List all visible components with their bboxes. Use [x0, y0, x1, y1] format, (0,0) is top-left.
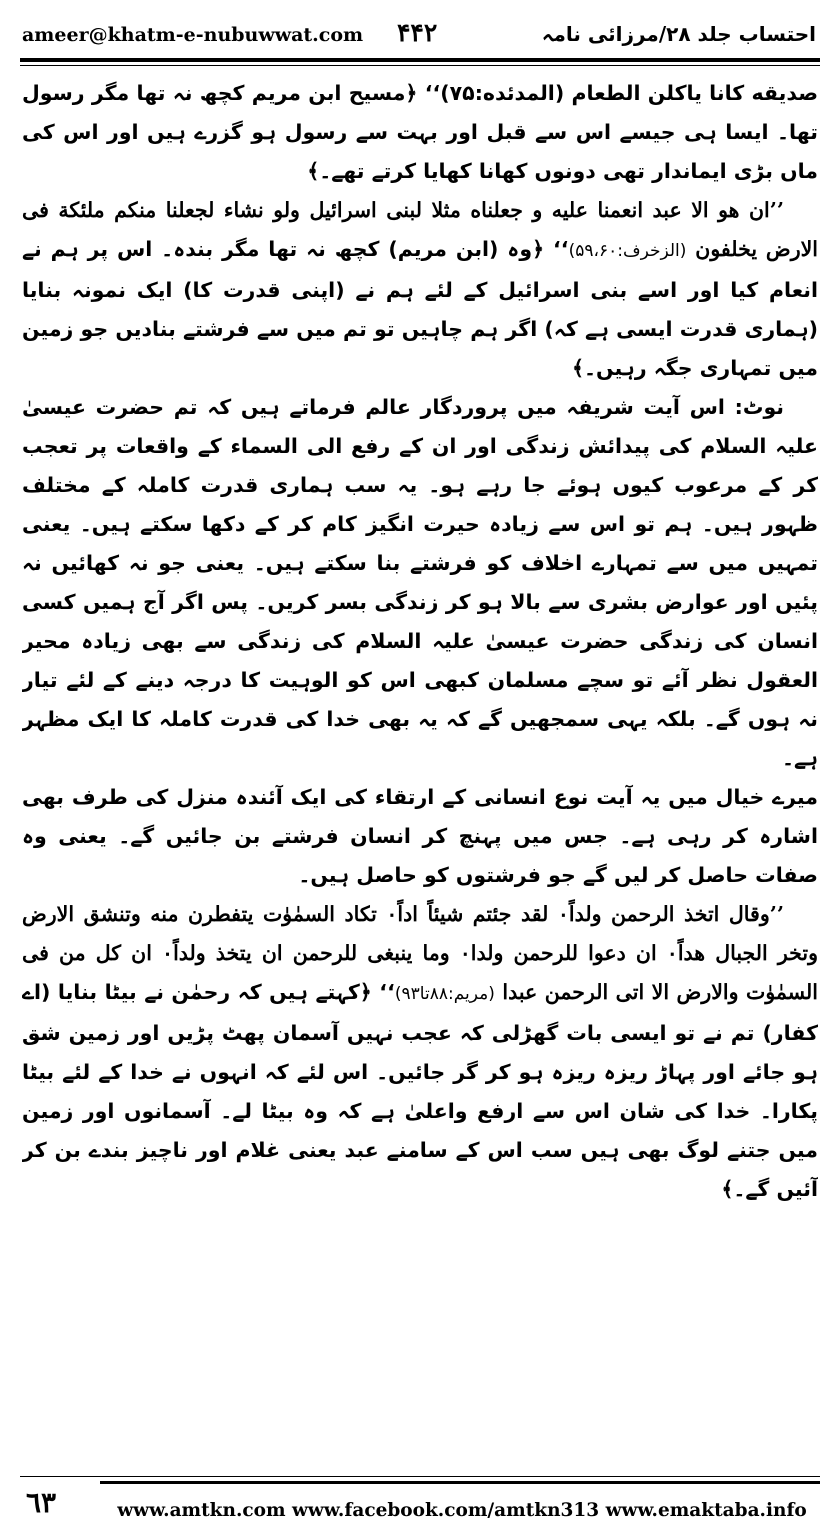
header-rule-thick	[20, 58, 820, 62]
paragraph-note: نوٹ: اس آیت شریفہ میں پروردگار عالم فرماتے ہیں کہ تم حضرت عیسیٰ علیہ السلام کی پیدائش زندگی اور ان کے رفع الی السماء کے واقعات پر تعجب کر کے مرعوب کیوں ہوئے جا رہے ہو۔ یہ سب ہماری قدرت کاملہ کے مختلف ظہور ہیں۔ ہم تو اس سے زیادہ حیرت انگیز کام کر کے دکھا سکتے ہیں۔ یعنی تمہیں میں سے تمہارے اخلاف کو فرشتے بنا سکتے ہیں۔ یعنی جو نہ کھائیں نہ پئیں اور عوارض بشری سے بالا ہو کر زندگی بسر کریں۔ پس اگر آج ہمیں کسی انسان کی زندگی حضرت عیسیٰ علیہ السلام کی زندگی سے بھی زیادہ محیر العقول نظر آئے تو سچے مسلمان کبھی اس کو الوہیت کا درجہ دینے کے لئے تیار نہ ہوں گے۔ بلکہ یہی سمجھیں گے کہ یہ بھی خدا کی قدرت کاملہ کا ایک مظہر ہے۔	[22, 395, 818, 770]
paragraph-opinion: میرے خیال میں یہ آیت نوع انسانی کے ارتقاء کی ایک آئندہ منزل کی طرف بھی اشارہ کر رہی ہے۔ جس میں پہنچ کر انسان فرشتے بن جائیں گے۔ یعنی وہ صفات حاصل کر لیں گے جو فرشتوں کو حاصل ہیں۔	[22, 785, 818, 887]
reference-zukhruf: (الزخرف:۵۹،۶۰)	[568, 241, 687, 261]
page-header	[20, 18, 820, 62]
quote-arabic-maryam: ’’وقال اتخذ الرحمن ولداً۰ لقد جئتم شیئاً اداً۰ تکاد السمٰوٰت یتفطرن منه وتنشق الارض وتخر الجبال هداً۰ ان دعوا للرحمن ولدا۰ وما ینبغی للرحمن ان یتخذ ولداً۰ ان کل من فی السمٰوٰت والارض الا اتی الرحمن عبدا	[22, 902, 818, 1004]
reference-maryam: (مریم:۸۸تا۹۳)	[394, 984, 495, 1004]
quote-arabic-zukhruf: ’’ان هو الا عبد انعمنا علیه و جعلناه مثلا لبنی اسرائیل ولو نشاء لجعلنا منکم ملئکة فی الارض یخلفون	[22, 198, 818, 261]
translation-maryam: ‘‘ ﴿کہتے ہیں کہ رحمٰن نے بیٹا بنایا (اے کفار) تم نے تو ایسی بات گھڑلی کہ عجب نہیں آسمان پھٹ پڑیں اور زمین شق ہو جائے اور پہاڑ ریزہ ریزہ ہو کر گر جائیں۔ اس لئے کہ انہوں نے خدا کے لئے بیٹا پکارا۔ خدا کی شان اس سے ارفع واعلیٰ ہے کہ وہ بیٹا لے۔ آسمانوں اور زمین میں جتنے لوگ بھی ہیں سب اس کے سامنے عبد یعنی غلام اور ناچیز بندے بن کر آئیں گے۔﴾	[22, 980, 818, 1201]
header-email: ameer@khatm-e-nubuwwat.com	[22, 24, 364, 46]
paragraph-1: صدیقه کانا یاکلن الطعام (المدئده:۷۵)‘‘ ﴿مسیح ابن مریم کچھ نہ تھا مگر رسول تھا۔ ایسا ہی جیسے اس سے قبل اور بہت سے رسول ہو گزرے ہیں اور اس کی ماں بڑی ایماندار تھی دونوں کھانا کھایا کرتے تھے۔﴾	[22, 81, 818, 183]
footer-page-number: ٦٣	[26, 1486, 57, 1519]
footer-links: www.amtkn.com www.facebook.com/amtkn313 www.emaktaba.info	[117, 1500, 807, 1521]
header-rule-thin	[20, 65, 820, 66]
paragraph-2	[22, 191, 818, 388]
paragraph-5	[22, 895, 818, 1209]
header-title: احتساب جلد ۲۸/مرزائی نامہ	[541, 22, 816, 46]
footer-rule-thick	[100, 1481, 820, 1484]
footer-rule-thin	[20, 1476, 820, 1477]
page-body	[22, 74, 818, 1462]
translation-zukhruf: ‘‘ ﴿وہ (ابن مریم) کچھ نہ تھا مگر بندہ۔ اس پر ہم نے انعام کیا اور اسے بنی اسرائیل کے لئے ہم نے (اپنی قدرت کا) ایک نمونہ بنایا (ہماری قدرت ایسی ہے کہ) اگر ہم چاہیں تو تم میں سے فرشتے بنادیں جو زمین میں تمہاری جگہ رہیں۔﴾	[22, 237, 818, 380]
header-page-number: ۴۴۲	[397, 18, 438, 47]
